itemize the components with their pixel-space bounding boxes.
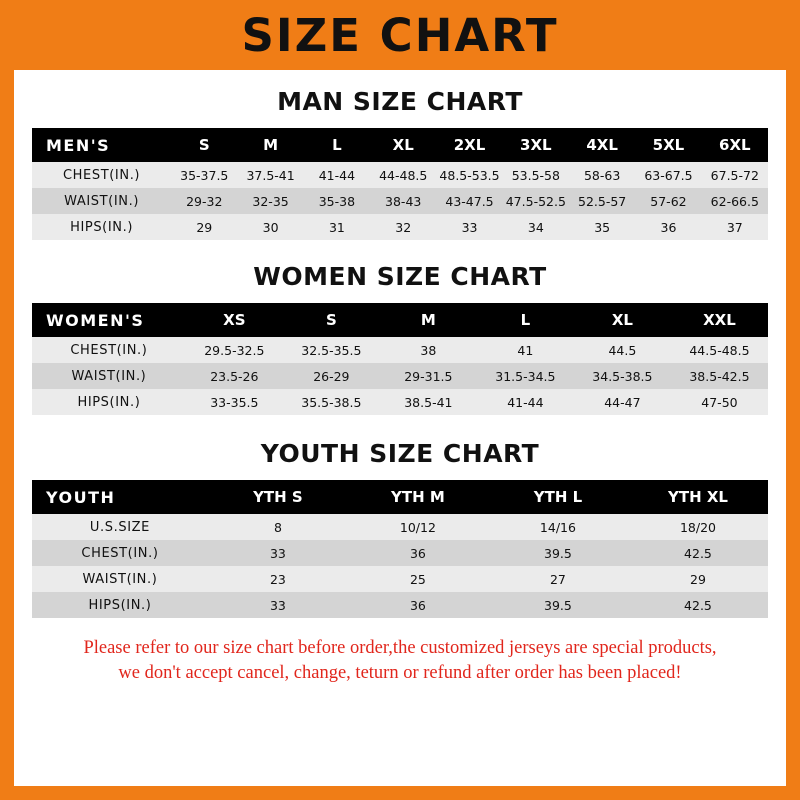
cell: 63-67.5 xyxy=(644,167,693,183)
cell: 29.5-32.5 xyxy=(204,342,265,358)
women-header-l: L xyxy=(520,311,531,329)
cell: 62-66.5 xyxy=(710,193,759,209)
cell: 36 xyxy=(409,597,426,613)
man-size-table xyxy=(32,128,768,240)
youth-section-title: YOUTH SIZE CHART xyxy=(260,439,540,468)
row-label: WAIST(IN.) xyxy=(82,571,158,587)
header-banner xyxy=(0,0,800,70)
cell: 44-47 xyxy=(604,394,641,410)
youth-header-l: YTH L xyxy=(533,488,583,506)
cell: 42.5 xyxy=(684,545,712,561)
cell: 36 xyxy=(409,545,426,561)
cell: 41-44 xyxy=(507,394,544,410)
cell: 8 xyxy=(273,519,282,535)
cell: 29-31.5 xyxy=(404,368,453,384)
cell: 39.5 xyxy=(544,597,572,613)
youth-header-s: YTH S xyxy=(253,488,303,506)
cell: 67.5-72 xyxy=(710,167,759,183)
cell: 33 xyxy=(461,219,478,235)
cell: 44.5 xyxy=(608,342,637,358)
women-header-m: M xyxy=(420,311,436,329)
cell: 44-48.5 xyxy=(379,167,428,183)
cell: 35-37.5 xyxy=(180,167,229,183)
page-title: SIZE CHART xyxy=(241,8,559,62)
cell: 32.5-35.5 xyxy=(301,342,362,358)
man-header-5xl: 5XL xyxy=(652,136,685,154)
cell: 31 xyxy=(328,219,345,235)
cell: 41-44 xyxy=(318,167,356,183)
cell: 38.5-41 xyxy=(404,394,453,410)
man-header-label: MEN'S xyxy=(46,135,111,155)
youth-header-xl: YTH XL xyxy=(667,488,728,506)
cell: 18/20 xyxy=(679,519,716,535)
table-header-row xyxy=(32,480,768,514)
cell: 23.5-26 xyxy=(210,368,259,384)
man-header-m: M xyxy=(263,136,279,154)
cell: 41 xyxy=(517,342,534,358)
man-header-s: S xyxy=(198,136,210,154)
table-row xyxy=(32,162,768,188)
row-label: U.S.SIZE xyxy=(89,519,150,535)
cell: 34.5-38.5 xyxy=(592,368,653,384)
table-row xyxy=(32,540,768,566)
youth-table-header xyxy=(32,480,768,514)
women-header-xl: XL xyxy=(611,311,633,329)
cell: 36 xyxy=(660,219,677,235)
women-table-body xyxy=(32,337,768,415)
table-row xyxy=(32,337,768,363)
row-label: HIPS(IN.) xyxy=(70,219,134,235)
youth-header-label: YOUTH xyxy=(46,487,116,507)
women-header-label: WOMEN'S xyxy=(46,310,145,330)
cell: 32 xyxy=(395,219,412,235)
table-header-row xyxy=(32,303,768,337)
row-label: WAIST(IN.) xyxy=(71,368,147,384)
youth-table-body xyxy=(32,514,768,618)
cell: 37.5-41 xyxy=(246,167,295,183)
footer-note-line-1: Please refer to our size chart before order,the customized jerseys are special products, xyxy=(83,638,717,658)
women-header-xxl: XXL xyxy=(703,311,736,329)
cell: 32-35 xyxy=(252,193,289,209)
table-row xyxy=(32,566,768,592)
cell: 38.5-42.5 xyxy=(689,368,750,384)
man-header-xl: XL xyxy=(392,136,414,154)
cell: 37 xyxy=(726,219,743,235)
cell: 43-47.5 xyxy=(445,193,494,209)
cell: 31.5-34.5 xyxy=(495,368,556,384)
row-label: CHEST(IN.) xyxy=(63,167,141,183)
youth-header-m: YTH M xyxy=(391,488,445,506)
footer-note xyxy=(32,636,768,686)
cell: 33 xyxy=(269,597,286,613)
footer-note-line-2: we don't accept cancel, change, teturn or refund after order has been placed! xyxy=(118,662,682,683)
bottom-border-strip xyxy=(0,786,800,800)
man-header-2xl: 2XL xyxy=(453,136,486,154)
cell: 23 xyxy=(269,571,286,587)
row-label: CHEST(IN.) xyxy=(81,545,159,561)
cell: 47.5-52.5 xyxy=(505,193,566,209)
cell: 26-29 xyxy=(313,368,350,384)
table-row xyxy=(32,214,768,240)
row-label: CHEST(IN.) xyxy=(70,342,148,358)
table-row xyxy=(32,389,768,415)
cell: 52.5-57 xyxy=(578,193,627,209)
cell: 35 xyxy=(594,219,611,235)
cell: 33 xyxy=(269,545,286,561)
man-table-body xyxy=(32,162,768,240)
cell: 29 xyxy=(196,219,213,235)
cell: 27 xyxy=(549,571,566,587)
cell: 30 xyxy=(262,219,279,235)
table-row xyxy=(32,363,768,389)
cell: 58-63 xyxy=(583,167,621,183)
cell: 10/12 xyxy=(399,519,436,535)
cell: 39.5 xyxy=(544,545,572,561)
table-row xyxy=(32,514,768,540)
cell: 35.5-38.5 xyxy=(301,394,362,410)
women-header-s: S xyxy=(325,311,337,329)
row-label: HIPS(IN.) xyxy=(77,394,141,410)
man-header-4xl: 4XL xyxy=(586,136,618,154)
table-row xyxy=(32,188,768,214)
cell: 33-35.5 xyxy=(210,394,259,410)
man-section-title: MAN SIZE CHART xyxy=(277,87,523,116)
women-section-title: WOMEN SIZE CHART xyxy=(253,262,547,291)
cell: 44.5-48.5 xyxy=(689,342,750,358)
cell: 48.5-53.5 xyxy=(439,167,500,183)
row-label: WAIST(IN.) xyxy=(64,193,139,209)
cell: 57-62 xyxy=(650,193,687,209)
cell: 47-50 xyxy=(701,394,738,410)
cell: 25 xyxy=(409,571,426,587)
cell: 29-32 xyxy=(186,193,223,209)
table-row xyxy=(32,592,768,618)
man-header-6xl: 6XL xyxy=(719,136,751,154)
women-size-table xyxy=(32,303,768,415)
table-header-row xyxy=(32,128,768,162)
women-table-header xyxy=(32,303,768,337)
women-header-xs: XS xyxy=(223,311,246,329)
cell: 42.5 xyxy=(684,597,712,613)
man-header-l: L xyxy=(332,136,342,154)
row-label: HIPS(IN.) xyxy=(88,597,152,613)
cell: 38 xyxy=(420,342,437,358)
cell: 29 xyxy=(690,571,706,587)
cell: 14/16 xyxy=(539,519,576,535)
man-table-header xyxy=(32,128,768,162)
cell: 34 xyxy=(527,219,544,235)
cell: 53.5-58 xyxy=(511,167,560,183)
cell: 38-43 xyxy=(385,193,422,209)
content-area xyxy=(14,87,786,686)
man-header-3xl: 3XL xyxy=(520,136,552,154)
youth-size-table xyxy=(32,480,768,618)
cell: 35-38 xyxy=(318,193,356,209)
